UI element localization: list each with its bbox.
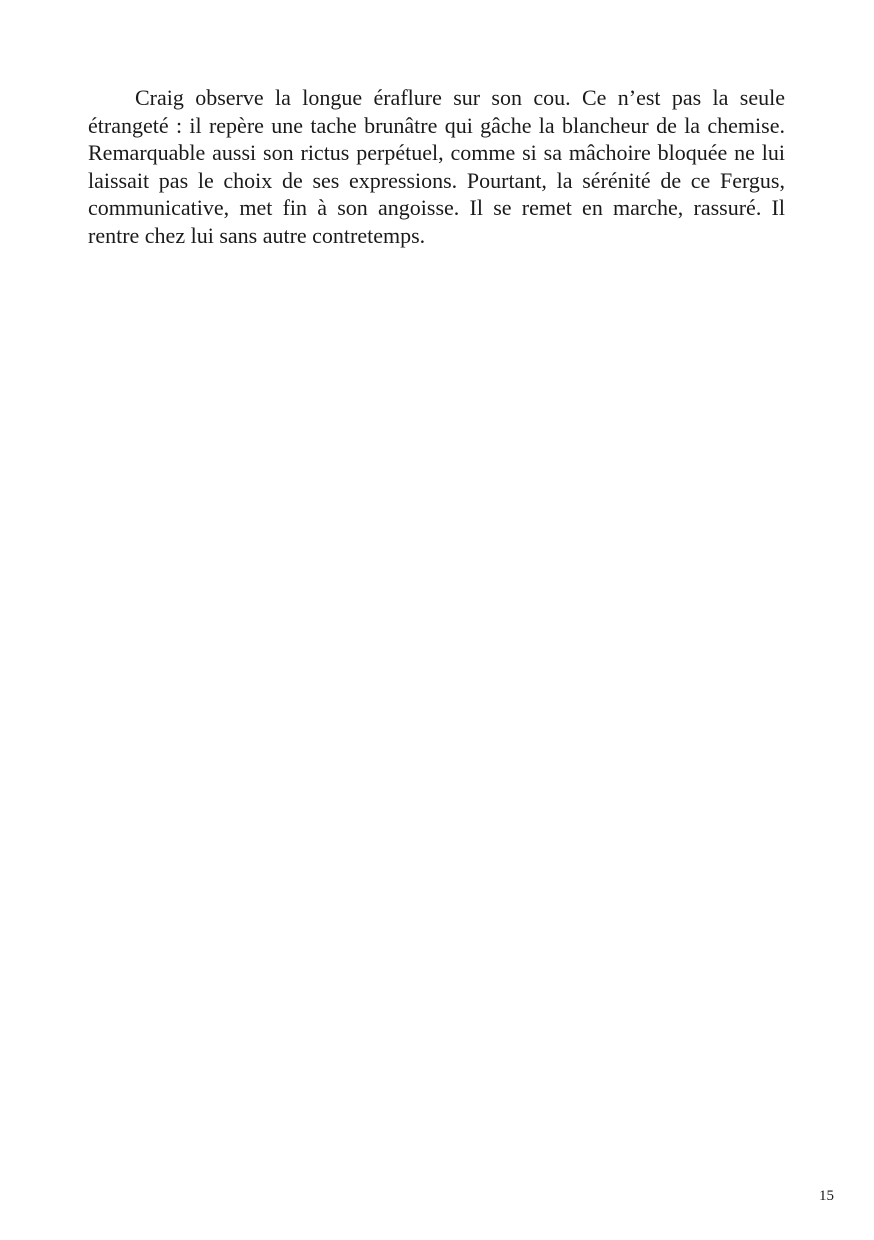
page-number: 15 bbox=[819, 1188, 834, 1204]
body-text bbox=[88, 84, 785, 250]
paragraph: Craig observe la longue éraflure sur son cou. Ce n’est pas la seule étrangeté : il repère une tache brunâtre qui gâche la blancheur de la chemise. Remarquable aussi son rictus perpétuel, comme si sa mâchoire bloquée ne lui laissait pas le choix de ses expressions. Pourtant, la sérénité de ce Fergus, communicative, met fin à son angoisse. Il se remet en marche, rassuré. Il rentre chez lui sans autre contretemps. bbox=[88, 85, 785, 248]
